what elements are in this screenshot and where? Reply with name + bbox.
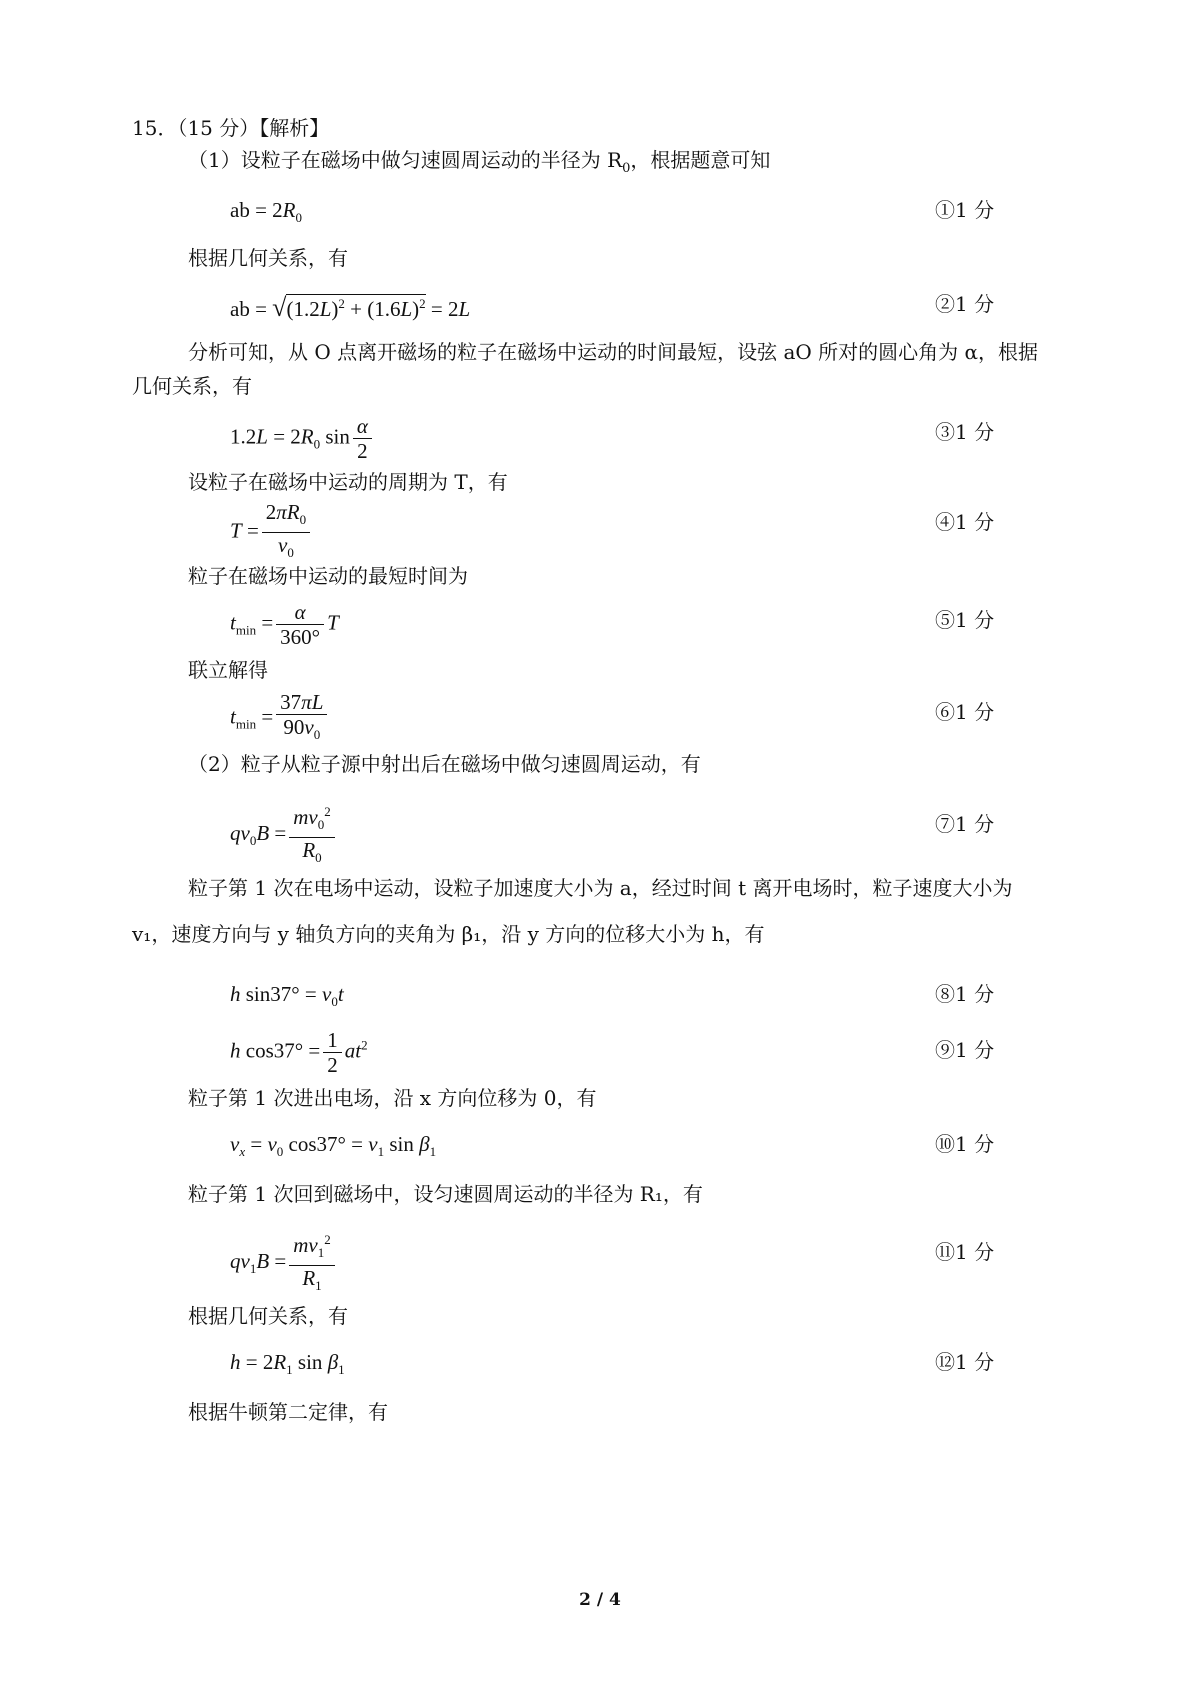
- score-mark-7: ⑦1 分: [935, 812, 995, 836]
- score-mark-8: ⑧1 分: [935, 982, 995, 1006]
- problem-heading: 15．（15 分）【解析】: [132, 116, 330, 140]
- equation-4: T = $\frac{2\pi R_0}{v_0}$: [230, 500, 313, 565]
- part1-intro-text: （1）设粒子在磁场中做匀速圆周运动的半径为 R: [188, 148, 623, 172]
- score-mark-12: ⑫1 分: [935, 1350, 995, 1374]
- score-mark-2: ②1 分: [935, 292, 995, 316]
- equation-2: ab = $√(1.2L)^2 + (1.6L)^2 = 2L$: [230, 293, 471, 322]
- score-mark-11: ⑪1 分: [935, 1240, 995, 1264]
- electric-field-para-1: 粒子第 1 次在电场中运动，设粒子加速度大小为 a，经过时间 t 离开电场时，粒子速度大小为: [188, 876, 1013, 900]
- equation-7: $qv_0B$ = $\frac{mv_0^2}{R_0}$: [230, 800, 338, 870]
- electric-field-para-2: v₁，速度方向与 y 轴负方向的夹角为 β₁，沿 y 方向的位移大小为 h，有: [132, 922, 765, 946]
- part2-intro: （2）粒子从粒子源中射出后在磁场中做匀速圆周运动，有: [188, 752, 701, 776]
- return-magnetic-text: 粒子第 1 次回到磁场中，设匀速圆周运动的半径为 R₁，有: [188, 1182, 703, 1206]
- analysis-line-1: 分析可知，从 O 点离开磁场的粒子在磁场中运动的时间最短，设弦 aO 所对的圆心角为 α，根据: [188, 340, 1039, 364]
- score-mark-6: ⑥1 分: [935, 700, 995, 724]
- part1-intro-tail: ，根据题意可知: [630, 148, 771, 172]
- equation-6: $t_{min}$ = $\frac{37\pi L}{90v_0}$: [230, 690, 330, 747]
- score-mark-5: ⑤1 分: [935, 608, 995, 632]
- equation-3: $1.2L = 2R_0$ sin $\frac{\alpha}{2}$: [230, 414, 375, 463]
- newton-law-text: 根据牛顿第二定律，有: [188, 1400, 388, 1424]
- score-mark-3: ③1 分: [935, 420, 995, 444]
- equation-12: $h = 2R_1$ $\sin \beta_1$: [230, 1350, 345, 1378]
- min-time-text: 粒子在磁场中运动的最短时间为: [188, 564, 468, 588]
- equation-10: $v_x = v_0$ $\cos 37^\circ = v_1$ $\sin \beta_1$: [230, 1132, 437, 1160]
- score-mark-1: ①1 分: [935, 198, 995, 222]
- geometry-text-2: 根据几何关系，有: [188, 1304, 348, 1328]
- equation-9: h cos37° = $\frac{1}{2}$ $at^2$: [230, 1028, 368, 1077]
- solve-text: 联立解得: [188, 658, 268, 682]
- score-mark-9: ⑨1 分: [935, 1038, 995, 1062]
- period-text: 设粒子在磁场中运动的周期为 T，有: [188, 470, 508, 494]
- equation-1: ab = $2R_0$: [230, 198, 302, 226]
- page-number: 2 / 4: [579, 1590, 621, 1610]
- part1-intro-sub: 0: [622, 161, 631, 176]
- equation-11: $qv_1B$ = $\frac{mv_1^2}{R_1}$: [230, 1228, 338, 1298]
- equation-8: h $\sin 37^\circ = v_0t$: [230, 982, 344, 1010]
- equation-5: $t_{min}$ = $\frac{\alpha}{360^\circ}$ T: [230, 600, 339, 649]
- x-displacement-text: 粒子第 1 次进出电场，沿 x 方向位移为 0，有: [188, 1086, 597, 1110]
- score-mark-10: ⑩1 分: [935, 1132, 995, 1156]
- score-mark-4: ④1 分: [935, 510, 995, 534]
- geometry-text-1: 根据几何关系，有: [188, 246, 348, 270]
- part1-intro: [188, 146, 770, 183]
- analysis-line-2: 几何关系，有: [132, 374, 252, 398]
